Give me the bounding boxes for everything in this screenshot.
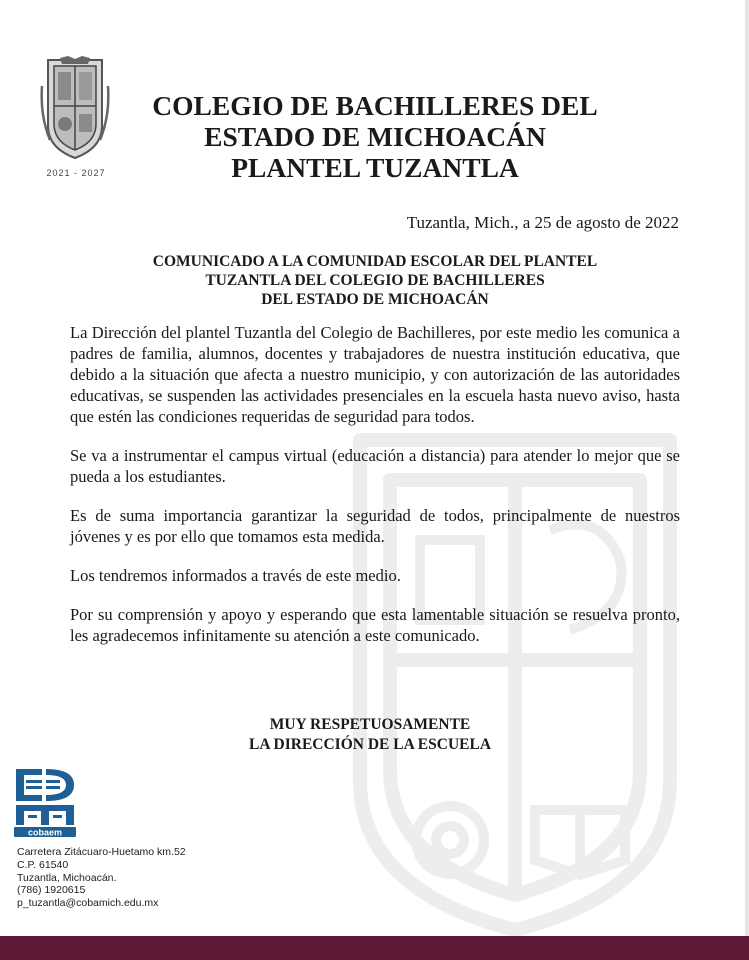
body-paragraph: Los tendremos informados a través de este medio. — [70, 566, 401, 585]
contact-info — [17, 846, 186, 910]
contact-address: Carretera Zitácuaro-Huetamo km.52 — [17, 846, 186, 858]
subject-line: DEL ESTADO DE MICHOACÁN — [261, 291, 489, 308]
institution-line: ESTADO DE MICHOACÁN — [204, 121, 546, 152]
subject-heading — [70, 252, 680, 309]
body-paragraph: La Dirección del plantel Tuzantla del Colegio de Bachilleres, por este medio les comunica a padres de familia, alumnos, docentes y trabajadores de nuestra institución educativa, que debido a la situación que afecta a nuestro municipio, y con autorización de las autoridades educativas, se suspenden las actividades presenciales en la escuela hasta nuevo aviso, hasta que estén las condiciones requeridas de seguridad para todos. — [70, 323, 680, 426]
institution-line: PLANTEL TUZANTLA — [231, 152, 519, 183]
letter-body — [70, 322, 680, 664]
date-line: Tuzantla, Mich., a 25 de agosto de 2022 — [406, 213, 679, 232]
body-paragraph: Es de suma importancia garantizar la seguridad de todos, principalmente de nuestros jóvenes y es por ello que tomamos esta medida. — [70, 506, 680, 546]
body-paragraph: Se va a instrumentar el campus virtual (educación a distancia) para atender lo mejor que se pueda a los estudiantes. — [70, 446, 680, 486]
contact-phone: (786) 1920615 — [17, 884, 86, 897]
contact-city: Tuzantla, Michoacán. — [17, 871, 117, 884]
signature-block — [70, 715, 680, 755]
page-edge — [745, 0, 749, 960]
institution-name — [120, 90, 630, 183]
cobaem-logo-text: cobaem — [27, 827, 63, 837]
state-seal-logo — [40, 56, 110, 160]
seal-years: 2021 - 2027 — [46, 168, 106, 178]
footer-bar — [0, 936, 749, 960]
subject-line: TUZANTLA DEL COLEGIO DE BACHILLERES — [205, 272, 545, 289]
signature-line: LA DIRECCIÓN DE LA ESCUELA — [248, 736, 492, 753]
cobaem-logo — [12, 765, 78, 837]
signature-line: MUY RESPETUOSAMENTE — [269, 716, 471, 733]
body-paragraph: Por su comprensión y apoyo y esperando que esta lamentable situación se resuelva pronto, les agradecemos infinitamente su atención a este comunicado. — [70, 605, 680, 645]
institution-line: COLEGIO DE BACHILLERES DEL — [152, 90, 598, 121]
contact-postal-code: C.P. 61540 — [17, 858, 69, 871]
subject-line: COMUNICADO A LA COMUNIDAD ESCOLAR DEL PLANTEL — [152, 253, 598, 270]
contact-email: p_tuzantla@cobamich.edu.mx — [17, 897, 159, 910]
